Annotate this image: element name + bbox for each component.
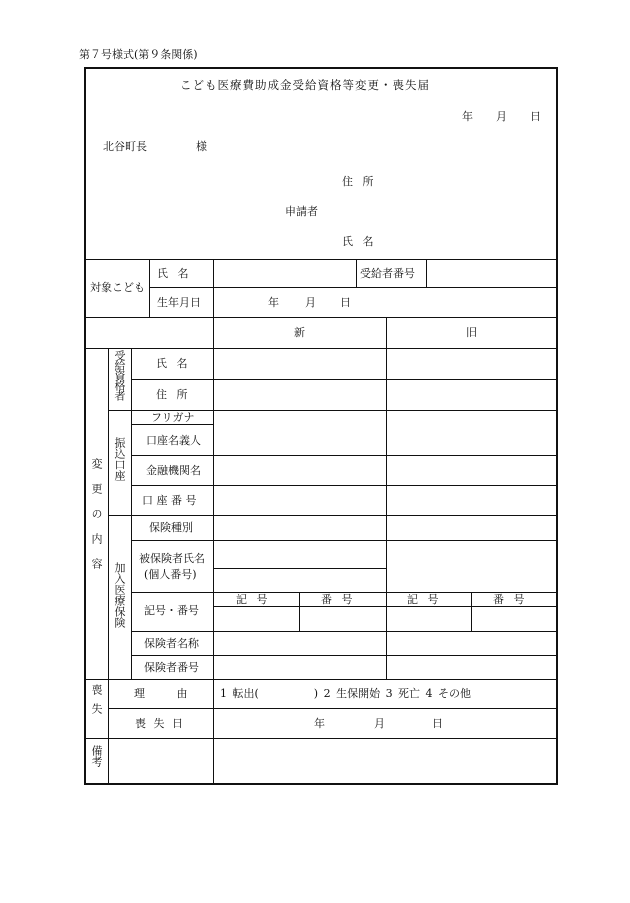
loss-reason-label: 理 由 (134, 687, 202, 700)
new-symbol-header: 記 号 (236, 593, 271, 606)
bank-holder-label: 口座名義人 (146, 434, 201, 447)
addressee-honorific: 様 (196, 140, 207, 153)
loss-group-label: 喪失 (90, 684, 103, 722)
qualified-group-label: 受給資格者 (113, 350, 126, 400)
qualified-name-label: 氏 名 (156, 357, 191, 370)
loss-reasons: 1 転出( ) 2 生保開始 3 死亡 4 その他 (220, 687, 472, 700)
birth-month: 月 (305, 296, 316, 309)
loss-day: 日 (432, 717, 443, 730)
date-month: 月 (496, 110, 507, 123)
new-number-header: 番 号 (321, 593, 356, 606)
form-title: こども医療費助成金受給資格等変更・喪失届 (180, 78, 430, 92)
qualified-address-label: 住 所 (156, 388, 191, 401)
birth-year: 年 (268, 296, 279, 309)
personal-number-label: (個人番号) (144, 568, 197, 581)
loss-date-label: 喪 失 日 (135, 717, 185, 730)
bank-furigana-label: フリガナ (151, 411, 195, 424)
date-year: 年 (462, 110, 473, 123)
change-group-label: 変更の内容 (90, 458, 103, 583)
date-day: 日 (530, 110, 541, 123)
form-frame (84, 67, 558, 785)
child-group-label: 対象こども (90, 281, 145, 294)
column-old: 旧 (466, 326, 477, 339)
old-number-header: 番 号 (493, 593, 528, 606)
insurance-type-label: 保険種別 (149, 521, 193, 534)
insurance-group-label: 加入医療保険 (113, 562, 126, 628)
birth-date-label: 生年月日 (157, 296, 201, 309)
applicant-label: 申請者 (285, 205, 318, 218)
column-new: 新 (294, 326, 305, 339)
insured-name-label: 被保険者氏名 (139, 552, 205, 565)
birth-day: 日 (340, 296, 351, 309)
loss-month: 月 (374, 717, 385, 730)
applicant-address-label: 住 所 (342, 175, 377, 188)
loss-year: 年 (314, 717, 325, 730)
child-name-label: 氏 名 (157, 267, 192, 280)
applicant-name-label: 氏 名 (342, 235, 377, 248)
old-symbol-header: 記 号 (407, 593, 442, 606)
form-number: 第７号様式(第９条関係) (79, 48, 198, 61)
bank-institution-label: 金融機関名 (146, 464, 201, 477)
symbol-number-label: 記号・番号 (144, 604, 199, 617)
remarks-label: 備考 (90, 745, 103, 767)
recipient-number-label: 受給者番号 (360, 267, 415, 280)
insurer-number-label: 保険者番号 (144, 661, 199, 674)
bank-account-number-label: 口 座 番 号 (142, 494, 197, 507)
bank-group-label: 振込口座 (113, 437, 126, 481)
insurer-name-label: 保険者名称 (144, 637, 199, 650)
addressee-town: 北谷町長 (103, 140, 147, 153)
